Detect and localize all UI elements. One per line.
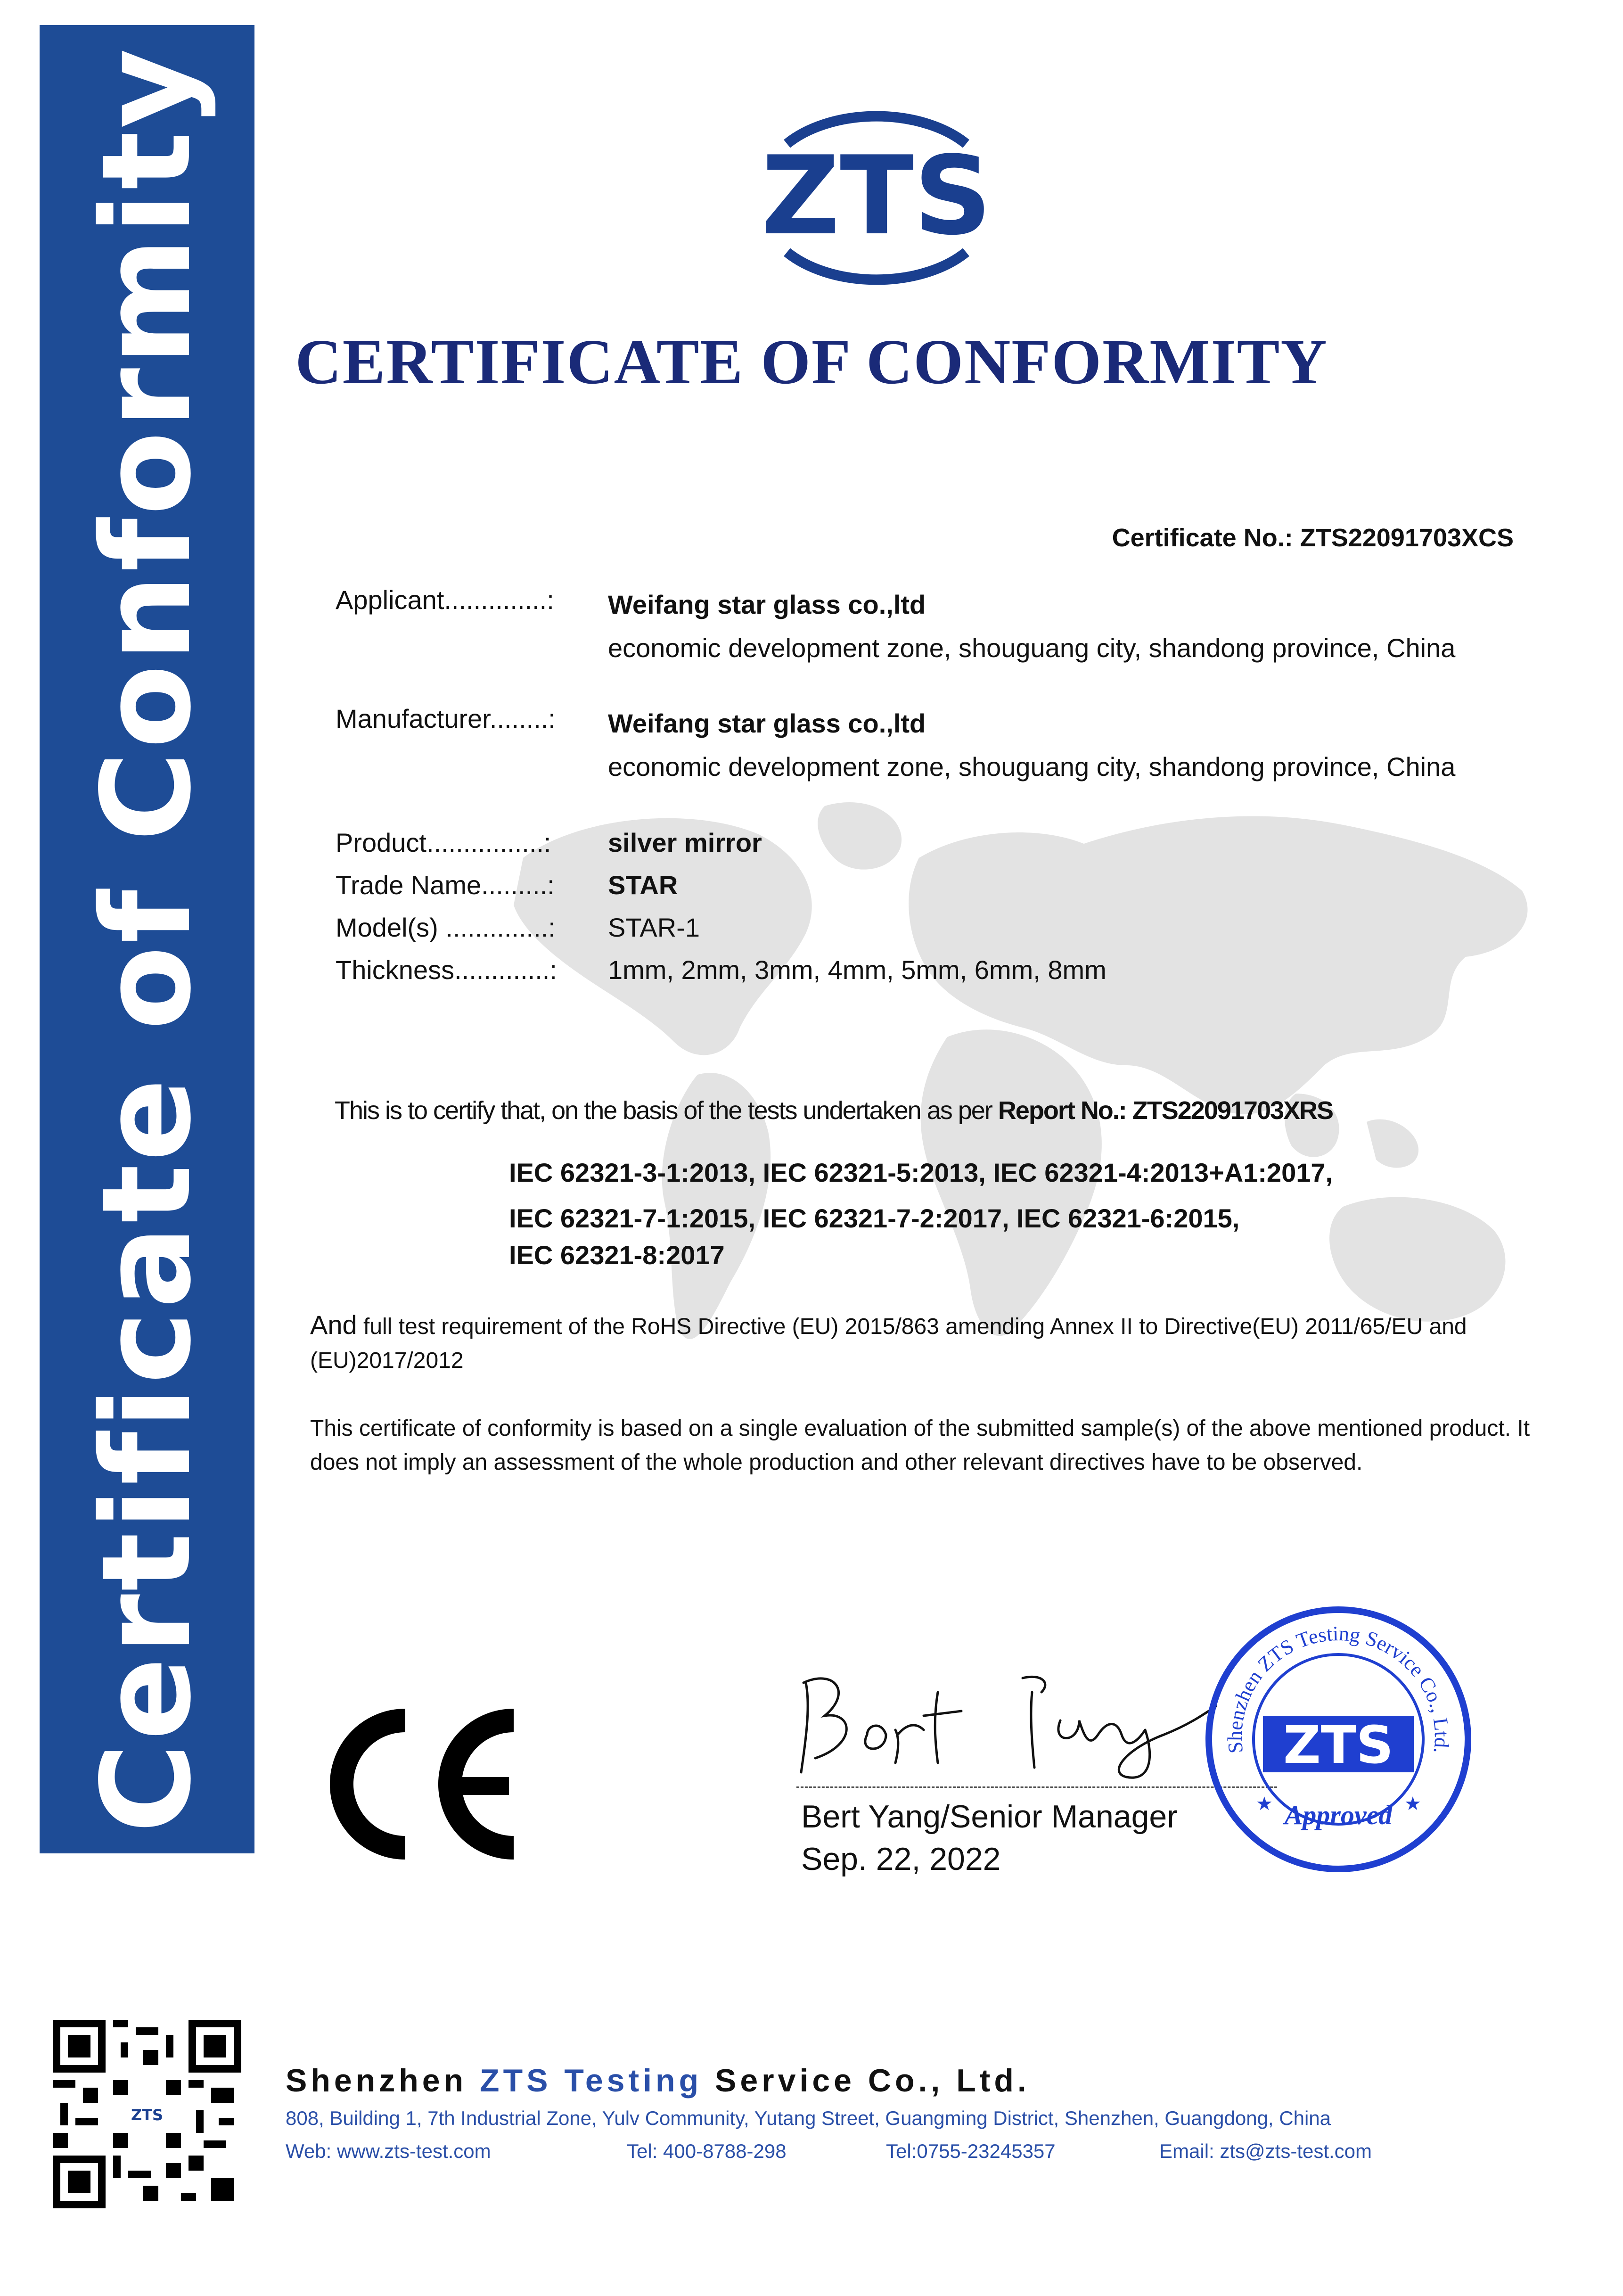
manufacturer-address: economic development zone, shouguang city, shandong province, China xyxy=(608,752,1456,782)
applicant-address: economic development zone, shouguang city, shandong province, China xyxy=(608,633,1456,663)
qr-logo-text: ZTS xyxy=(131,2106,164,2124)
stamp-star-right: ★ xyxy=(1404,1794,1421,1814)
models-value: STAR-1 xyxy=(608,913,700,942)
company-email[interactable]: Email: zts@zts-test.com xyxy=(1159,2140,1372,2162)
ce-mark-logo xyxy=(316,1706,523,1862)
company-tel-1[interactable]: Tel: 400-8788-298 xyxy=(627,2140,787,2162)
manufacturer-name: Weifang star glass co.,ltd xyxy=(608,708,926,738)
standards-line-2: IEC 62321-7-1:2015, IEC 62321-7-2:2017, IEC 62321-6:2015, xyxy=(509,1203,1240,1233)
page-title: CERTIFICATE OF CONFORMITY xyxy=(295,327,1328,397)
stamp-ring-text: Shenzhen ZTS Testing Service Co., Ltd. xyxy=(1223,1621,1454,1755)
certificate-number-value: ZTS22091703XCS xyxy=(1300,524,1514,552)
report-number: Report No.: ZTS22091703XRS xyxy=(998,1096,1333,1125)
rohs-paragraph xyxy=(310,1308,1559,1378)
product-value: silver mirror xyxy=(608,828,762,857)
signer-name: Bert Yang/Senior Manager xyxy=(801,1799,1178,1835)
trade-name-label: Trade Name.........: xyxy=(336,870,555,900)
certify-statement xyxy=(335,1096,1333,1125)
product-label: Product................: xyxy=(336,828,551,857)
models-label: Model(s) ..............: xyxy=(336,913,556,942)
stamp-star-left: ★ xyxy=(1256,1794,1273,1814)
company-tel-2[interactable]: Tel:0755-23245357 xyxy=(886,2140,1056,2162)
certificate-number xyxy=(1112,523,1514,552)
manufacturer-label: Manufacturer........: xyxy=(336,704,556,733)
thickness-label: Thickness.............: xyxy=(336,955,557,985)
company-name-suffix: Service Co., Ltd. xyxy=(702,2063,1030,2098)
certify-text: This is to certify that, on the basis of the tests undertaken as per xyxy=(335,1096,998,1125)
logo-text: ZTS xyxy=(761,133,992,259)
zts-logo xyxy=(716,92,1037,299)
company-name-zts: ZTS Testing xyxy=(480,2063,703,2098)
sidebar-title: Certificate of Conformity xyxy=(76,45,218,1834)
company-website[interactable]: Web: www.zts-test.com xyxy=(286,2140,491,2162)
rohs-prefix: And xyxy=(310,1310,357,1340)
standards-line-3: IEC 62321-8:2017 xyxy=(509,1240,725,1270)
rohs-text: full test requirement of the RoHS Directive (EU) 2015/863 amending Annex II to Directive(EU) 2011/65/EU and (EU)2017/2012 xyxy=(310,1314,1467,1373)
stamp-bottom-text: Approved xyxy=(1284,1800,1393,1830)
qr-code[interactable] xyxy=(53,2020,241,2208)
company-address: 808, Building 1, 7th Industrial Zone, Yulv Community, Yutang Street, Guangming District, Shenzhen, Guangdong, China xyxy=(286,2107,1331,2129)
stamp-center-text: ZTS xyxy=(1283,1715,1394,1775)
sign-date: Sep. 22, 2022 xyxy=(801,1841,1001,1877)
company-name xyxy=(286,2062,1030,2099)
applicant-name: Weifang star glass co.,ltd xyxy=(608,590,926,619)
trade-name-value: STAR xyxy=(608,870,678,900)
company-name-prefix: Shenzhen xyxy=(286,2063,480,2098)
applicant-label: Applicant..............: xyxy=(336,585,554,615)
sidebar-banner xyxy=(40,25,254,1853)
thickness-value: 1mm, 2mm, 3mm, 4mm, 5mm, 6mm, 8mm xyxy=(608,955,1107,985)
handwritten-signature xyxy=(796,1664,1221,1782)
disclaimer-paragraph: This certificate of conformity is based on a single evaluation of the submitted sample(s) of the above mentioned product. It does not imply an assessment of the whole production and other relevant directives have to be observed. xyxy=(310,1416,1530,1475)
approval-stamp xyxy=(1202,1603,1475,1876)
certificate-number-label: Certificate No.: xyxy=(1112,524,1293,552)
standards-line-1: IEC 62321-3-1:2013, IEC 62321-5:2013, IEC 62321-4:2013+A1:2017, xyxy=(509,1158,1333,1187)
